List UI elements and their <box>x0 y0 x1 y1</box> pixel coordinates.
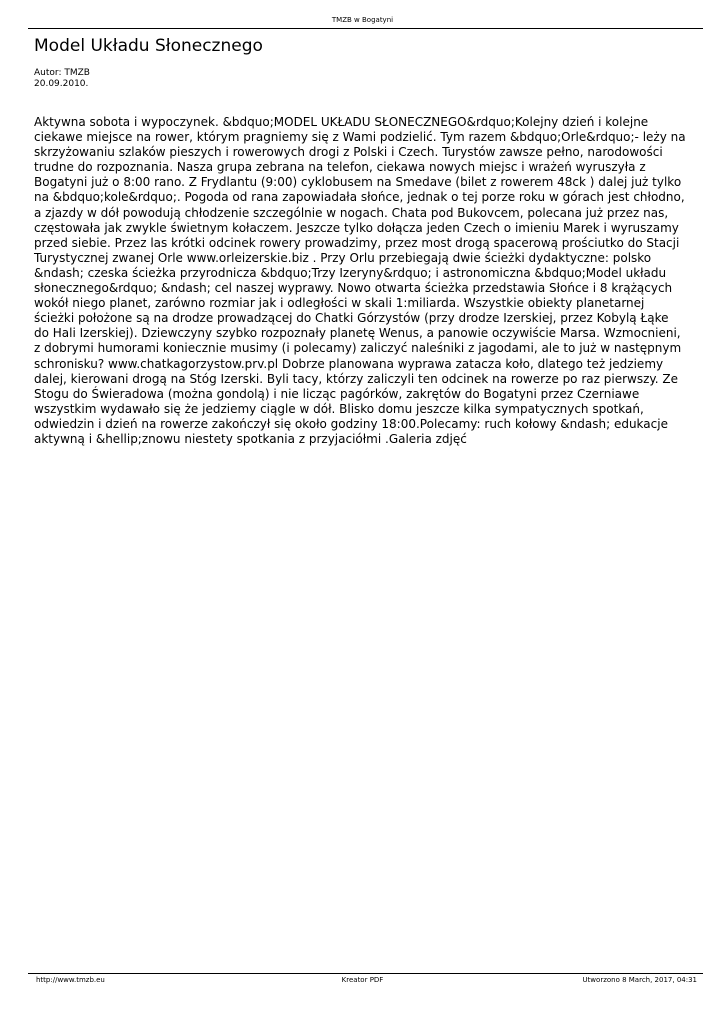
footer-url: http://www.tmzb.eu <box>36 976 105 984</box>
article-author: Autor: TMZB <box>34 68 90 78</box>
footer-divider <box>28 973 703 974</box>
header-divider <box>28 28 703 29</box>
article-date: 20.09.2010. <box>34 79 89 89</box>
footer-created: Utworzono 8 March, 2017, 04:31 <box>582 976 697 984</box>
footer-generator: Kreator PDF <box>341 976 384 984</box>
article-body: Aktywna sobota i wypoczynek. &bdquo;MODEL UKŁADU SŁONECZNEGO&rdquo;Kolejny dzień i kolejne ciekawe miejsce na rower, którym pragniemy się z Wami podzielić. Tym razem &bdquo;Orle&rdquo;- leży na skrzyżowaniu szlaków pieszych i rowerowych drogi z Polski i Czech. Turystów zawsze pełno, narodowości trudne do rozpoznania. Nasza grupa zebrana na telefon, ciekawa nowych miejsc i wrażeń wyruszyła z Bogatyni już o 8:00 rano. Z Frydlantu (9:00) cyklobusem na Smedave (bilet z rowerem 48ck ) dalej już tylko na &bdquo;kole&rdquo;. Pogoda od rana zapowiadała słońce, jednak o tej porze roku w górach jest chłodno, a zjazdy w dół powodują chłodzenie szczególnie w nogach. Chata pod Bukovcem, polecana już przez nas, częstowała jak zwykle świetnym kołaczem. Jeszcze tylko dołącza jeden Czech o imieniu Marek i wyruszamy przed siebie. Przez las krótki odcinek rowery prowadzimy, przez most drogą spacerową prościutko do Stacji Turystycznej zwanej Orle www.orleizerskie.biz . Przy Orlu przebiegają dwie ścieżki dydaktyczne: polsko &ndash; czeska ścieżka przyrodnicza &bdquo;Trzy Izeryny&rdquo; i astronomiczna &bdquo;Model układu słonecznego&rdquo; &ndash; cel naszej wyprawy. Nowo otwarta ścieżka przedstawia Słońce i 8 krążących wokół niego planet, zarówno rozmiar jak i odległości w skali 1:miliarda. Wszystkie obiekty planetarnej ścieżki położone są na drodze prowadzącej do Chatki Górzystów (przy drodze Izerskiej, przez Kobylą Łąke do Hali Izerskiej). Dziewczyny szybko rozpoznały planetę Wenus, a panowie oczywiście Marsa. Wzmocnieni, z dobrymi humorami koniecznie musimy (i polecamy) zaliczyć naleśniki z jagodami, ale to już w następnym schronisku? www.chatkagorzystow.prv.pl Dobrze planowana wyprawa zatacza koło, dlatego też jedziemy dalej, kierowani drogą na Stóg Izerski. Byli tacy, którzy zaliczyli ten odcinek na rowerze po raz pierwszy. Ze Stogu do Świeradowa (można gondolą) i nie licząc pagórków, zakrętów do Bogatyni przez Czerniawe wszystkim wydawało się że jedziemy ciągle w dół. Blisko domu jeszcze kilka sympatycznych spotkań, odwiedzin i dzień na rowerze zakończył się około godziny 18:00.Polecamy: ruch kołowy &ndash; edukacje aktywną i &hellip;znowu niestety spotkania z przyjaciółmi .Galeria zdjęć <box>34 115 686 446</box>
header-site-name: TMZB w Bogatyni <box>331 16 394 24</box>
article-title: Model Układu Słonecznego <box>34 36 263 56</box>
article-meta <box>34 68 90 90</box>
